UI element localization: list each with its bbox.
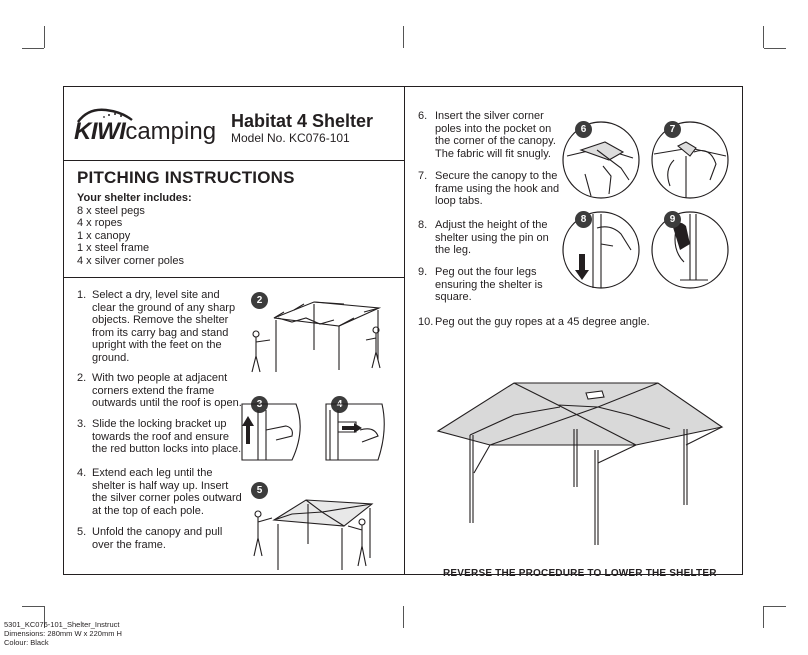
step-number: 6. [418, 110, 428, 122]
step-line: shelter using the pin on [435, 231, 549, 244]
step-line: the red button locks into place. [92, 443, 242, 456]
figure-badge-9: 9 [664, 211, 681, 228]
step-line: poles into the pocket on [435, 122, 552, 135]
crop-mark [403, 26, 404, 48]
corner-pole-illustration [561, 120, 641, 200]
step-9 [418, 266, 568, 304]
step-line: frame using the hook and [435, 182, 560, 195]
step-5 [77, 526, 257, 551]
figure-badge-5: 5 [251, 482, 268, 499]
step-line: from its carry bag and stand [92, 326, 229, 339]
step-line: outwards until the roof is open. [92, 397, 242, 410]
step-line: With two people at adjacent [92, 372, 228, 384]
figure-badge-2: 2 [251, 292, 268, 309]
height-pin-illustration [561, 210, 641, 290]
page-title: Habitat 4 Shelter [231, 111, 374, 131]
figure-badge-6: 6 [575, 121, 592, 138]
step-line: Unfold the canopy and pull [92, 526, 223, 538]
column-divider [404, 86, 405, 575]
step-number: 5. [77, 526, 87, 538]
step-line: loop tabs. [435, 195, 483, 208]
step-number: 3. [77, 418, 87, 430]
figure-badge-4: 4 [331, 396, 348, 413]
includes-item: 8 x steel pegs [77, 204, 145, 217]
peg-leg-illustration [650, 210, 730, 290]
step-line: shelter is half way up. Insert [92, 479, 229, 492]
step-line: square. [435, 291, 472, 304]
step-6 [418, 110, 568, 160]
includes-heading: Your shelter includes: [77, 192, 192, 204]
step-line: towards the roof and ensure [92, 430, 229, 443]
step-line: at the top of each pole. [92, 504, 204, 517]
print-info [4, 620, 122, 647]
step-10 [418, 316, 738, 329]
step-line: Insert the silver corner [435, 110, 544, 122]
step-3 [77, 418, 257, 456]
model-number: Model No. KC076-101 [231, 131, 350, 145]
crop-mark [403, 606, 404, 628]
step-line: Peg out the guy ropes at a 45 degree angle. [435, 316, 650, 328]
includes-item: 4 x silver corner poles [77, 254, 184, 267]
header-divider [63, 160, 404, 161]
step-line: corners extend the frame [92, 384, 215, 397]
section-title: PITCHING INSTRUCTIONS [77, 168, 295, 187]
print-info-line: 5301_KC076-101_Shelter_Instruct [4, 620, 120, 629]
figure-badge-8: 8 [575, 211, 592, 228]
crop-mark [44, 26, 45, 48]
brand-logo [74, 106, 219, 146]
crop-mark [763, 606, 764, 628]
includes-item: 1 x steel frame [77, 242, 150, 255]
step-line: Select a dry, level site and [92, 289, 220, 301]
step-line: Extend each leg until the [92, 467, 213, 479]
step-line: the leg. [435, 244, 472, 257]
crop-mark [22, 48, 44, 49]
figure-badge-7: 7 [664, 121, 681, 138]
hook-loop-illustration [650, 120, 730, 200]
step-8 [418, 219, 568, 257]
step-line: upright with the feet on the [92, 339, 222, 352]
step-number: 9. [418, 266, 428, 278]
closing-instruction: REVERSE THE PROCEDURE TO LOWER THE SHELTER [443, 568, 717, 579]
step-line: The fabric will fit snugly. [435, 147, 551, 160]
crop-mark [763, 26, 764, 48]
step-line: ground. [92, 351, 130, 364]
step-line: Slide the locking bracket up [92, 418, 227, 430]
step-line: objects. Remove the shelter [92, 314, 229, 327]
brand-name-light: camping [125, 118, 217, 145]
step-number: 4. [77, 467, 87, 479]
step-number: 2. [77, 372, 87, 384]
step-2 [77, 372, 257, 410]
includes-item: 1 x canopy [77, 229, 131, 242]
print-info-line: Dimensions: 280mm W x 220mm H [4, 629, 122, 638]
step-7 [418, 170, 568, 208]
includes-divider [63, 277, 404, 278]
step-number: 10. [418, 316, 434, 328]
crop-mark [22, 606, 44, 607]
locking-bracket-illustration [236, 400, 310, 466]
step-line: Adjust the height of the [435, 219, 548, 231]
figure-badge-3: 3 [251, 396, 268, 413]
brand-name-bold: KIWI [74, 118, 126, 145]
step-line: Secure the canopy to the [435, 170, 558, 182]
crop-mark [764, 606, 786, 607]
step-number: 8. [418, 219, 428, 231]
step-line: the corner of the canopy. [435, 135, 556, 148]
step-4 [77, 467, 257, 517]
step-line: over the frame. [92, 538, 166, 551]
step-number: 1. [77, 289, 87, 301]
step-line: clear the ground of any sharp [92, 301, 236, 314]
red-button-illustration [316, 400, 390, 466]
includes-list [77, 192, 377, 268]
crop-mark [764, 48, 786, 49]
includes-item: 4 x ropes [77, 217, 123, 230]
step-1 [77, 289, 257, 365]
canopy-pull-illustration [244, 494, 394, 574]
step-line: the silver corner poles outward [92, 492, 242, 505]
finished-shelter-illustration [430, 345, 730, 555]
step-number: 7. [418, 170, 428, 182]
frame-expand-illustration [244, 290, 394, 382]
print-info-line: Colour: Black [4, 638, 49, 647]
step-line: ensuring the shelter is [435, 278, 543, 291]
step-line: Peg out the four legs [435, 266, 537, 278]
